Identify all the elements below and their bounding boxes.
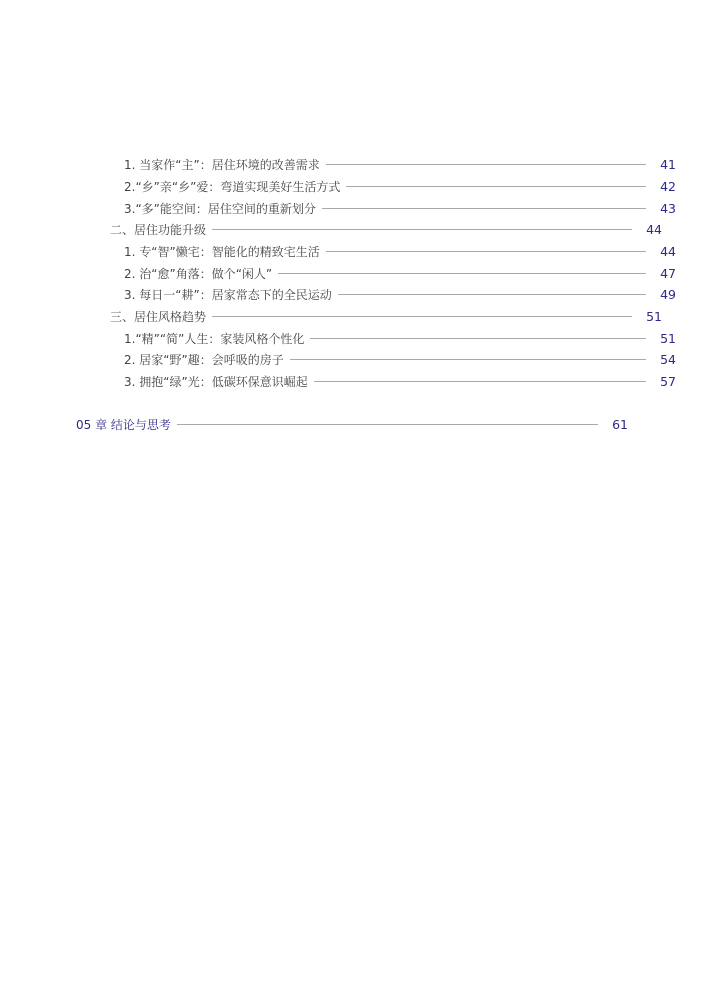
toc-leader-line [212,316,632,317]
toc-leader-line [338,294,646,295]
toc-page-number: 61 [612,416,628,432]
toc-entry[interactable] [0,329,710,347]
toc-section-title: 二、居住功能升级 [110,222,207,237]
toc-entry[interactable] [0,155,710,173]
toc-page-number: 54 [660,351,676,367]
toc-leader-line [326,251,646,252]
toc-entry-title: 1. 当家作“主”：居住环境的改善需求 [124,157,320,172]
toc-entry-title: 2. 治“愈”角落：做个“闲人” [124,266,273,281]
toc-page-number: 43 [660,200,676,216]
toc-chapter-entry[interactable] [0,415,710,433]
toc-entry-title: 2. 居家“野”趣：会呼吸的房子 [124,352,284,367]
toc-page-number: 57 [660,373,676,389]
toc-leader-line [314,381,646,382]
toc-entry-title: 3. 每日一“耕”：居家常态下的全民运动 [124,287,332,302]
toc-entry[interactable] [0,350,710,368]
toc-entry[interactable] [0,372,710,390]
toc-leader-line [290,359,646,360]
toc-section-entry[interactable] [0,220,710,238]
toc-page-number: 44 [646,221,662,237]
toc-leader-line [326,164,646,165]
toc-leader-line [322,208,646,209]
toc-page-number: 51 [660,330,676,346]
toc-page-number: 47 [660,265,676,281]
toc-entry-title: 1.“精”“简”人生：家装风格个性化 [124,331,305,346]
toc-entry-title: 1. 专“智”懒宅：智能化的精致宅生活 [124,244,320,259]
toc-entry-title: 3.“多”能空间：居住空间的重新划分 [124,201,316,216]
toc-leader-line [310,338,646,339]
toc-section-entry[interactable] [0,307,710,325]
toc-entry[interactable] [0,199,710,217]
toc-leader-line [278,273,646,274]
toc-page-number: 49 [660,286,676,302]
toc-leader-line [177,424,598,425]
toc-leader-line [346,186,646,187]
toc-chapter-title: 05 章 结论与思考 [76,417,171,432]
toc-leader-line [212,229,632,230]
toc-page-number: 44 [660,243,676,259]
toc-entry[interactable] [0,242,710,260]
toc-entry[interactable] [0,285,710,303]
toc-section-title: 三、居住风格趋势 [110,309,207,324]
toc-page-number: 51 [646,308,662,324]
toc-page-number: 42 [660,178,676,194]
toc-entry-title: 2.“乡”亲“乡”爱：弯道实现美好生活方式 [124,179,341,194]
toc-entry-title: 3. 拥抱“绿”光：低碳环保意识崛起 [124,374,308,389]
toc-page-number: 41 [660,156,676,172]
toc-entry[interactable] [0,177,710,195]
toc-entry[interactable] [0,264,710,282]
